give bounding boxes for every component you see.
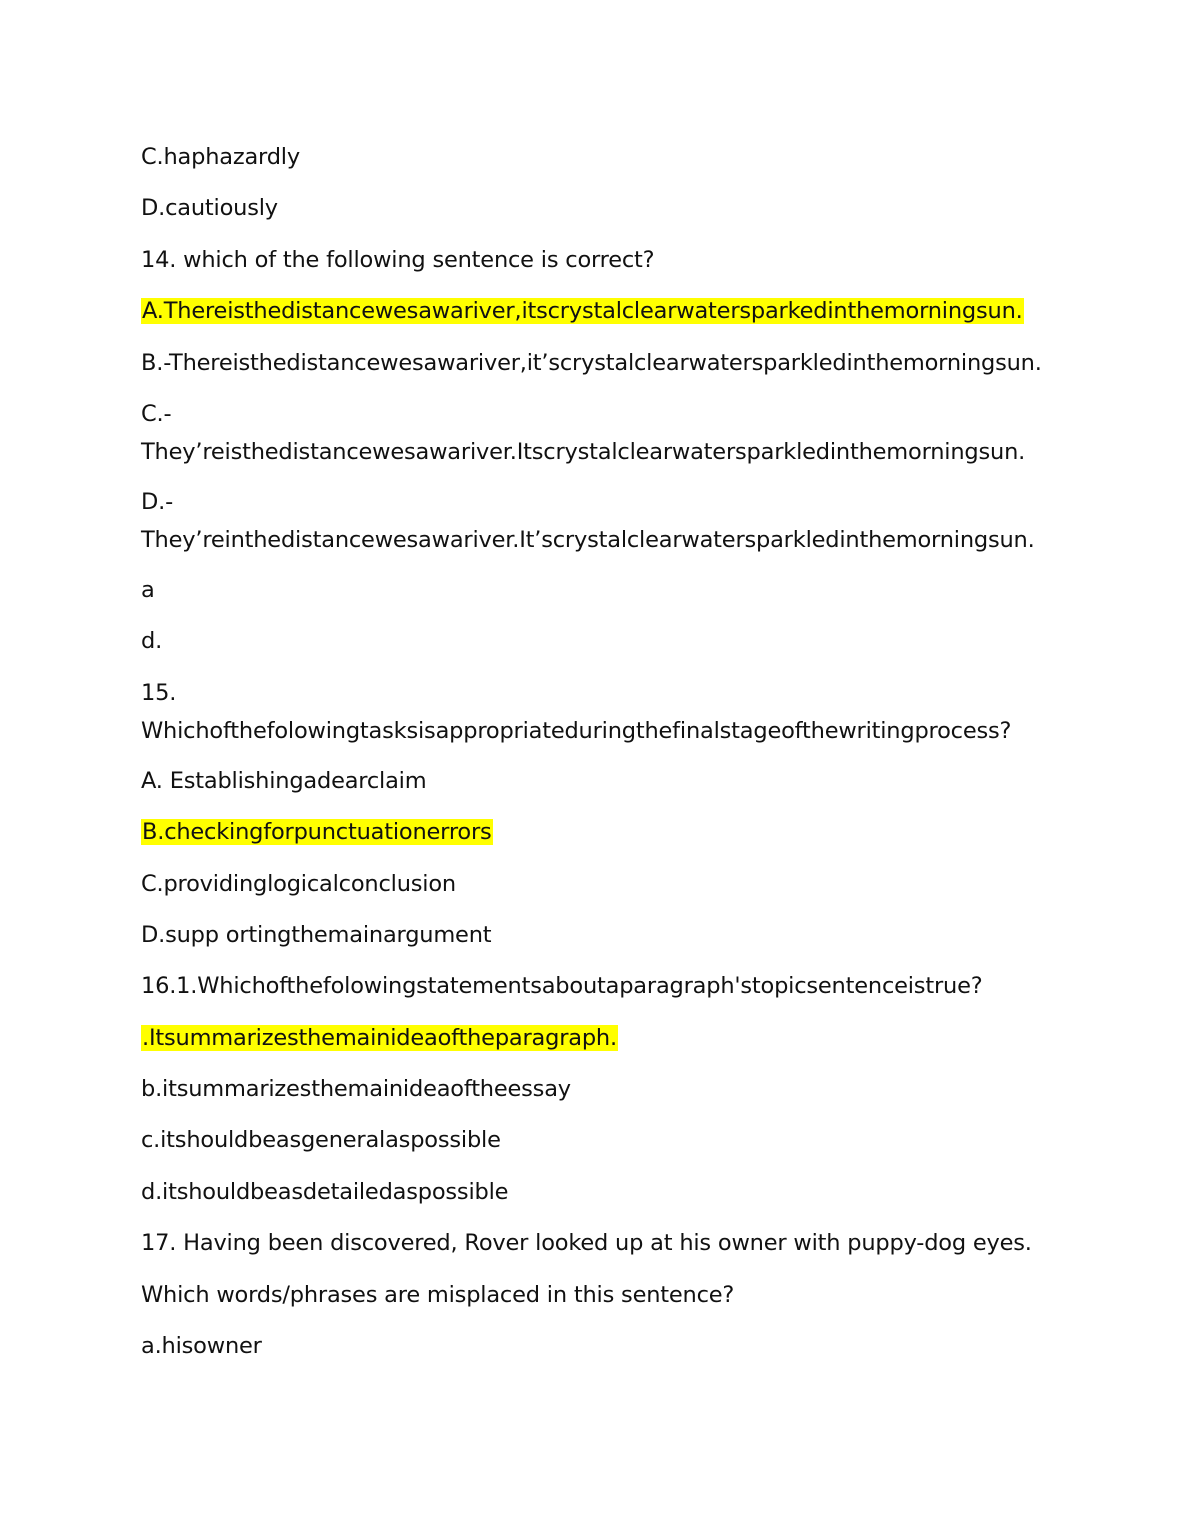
question-text: 16.1.Whichofthefolowingstatementsaboutaparagraph'stopicsentenceistrue? bbox=[141, 973, 983, 1000]
line-prefix: C.- bbox=[141, 400, 172, 427]
line-prefix: D.- bbox=[141, 488, 173, 515]
document-body bbox=[141, 138, 1061, 1378]
line-text: C.haphazardly bbox=[141, 144, 300, 170]
line-text: A. Establishingadearclaim bbox=[141, 767, 427, 794]
line-text: b.itsummarizesthemainideaoftheessay bbox=[141, 1076, 571, 1103]
question-text: Whichofthefolowingtasksisappropriateduringthefinalstageofthewritingprocess? bbox=[141, 717, 1012, 744]
option-line bbox=[141, 1173, 1061, 1224]
line-text: c.itshouldbeasgeneralaspossible bbox=[141, 1127, 501, 1154]
line-text: a bbox=[141, 576, 155, 603]
option-line bbox=[141, 138, 1061, 189]
answer-line bbox=[141, 622, 1061, 673]
question-number: 15. bbox=[141, 679, 177, 706]
option-line bbox=[141, 762, 1061, 813]
question-line-wrapped bbox=[141, 674, 1061, 762]
highlighted-answer: .Itsummarizesthemainideaoftheparagraph. bbox=[142, 1024, 617, 1051]
line-text: D.cautiously bbox=[141, 195, 278, 222]
question-text: 14. which of the following sentence is correct? bbox=[141, 246, 655, 273]
question-line bbox=[141, 241, 1061, 292]
line-text: D.supp ortingthemainargument bbox=[141, 921, 492, 948]
question-text: Which words/phrases are misplaced in this sentence? bbox=[141, 1281, 735, 1308]
option-line bbox=[141, 916, 1061, 967]
answer-line bbox=[141, 571, 1061, 622]
option-line-highlighted bbox=[141, 813, 1061, 864]
question-text: 17. Having been discovered, Rover looked up at his owner with puppy-dog eyes. bbox=[141, 1230, 1032, 1257]
line-text: d.itshouldbeasdetailedaspossible bbox=[141, 1178, 509, 1205]
question-line bbox=[141, 1276, 1061, 1327]
line-continuation: They’reinthedistancewesawariver.It’scrystalclearwatersparkledinthemorningsun. bbox=[141, 526, 1035, 553]
highlighted-answer: B.checkingforpunctuationerrors bbox=[142, 819, 492, 846]
option-line bbox=[141, 344, 1061, 395]
highlighted-answer: A.Thereisthedistancewesawariver,itscrystalclearwatersparkedinthemorningsun. bbox=[142, 298, 1023, 325]
line-text: d. bbox=[141, 628, 163, 655]
question-line bbox=[141, 967, 1061, 1018]
line-text: B.-Thereisthedistancewesawariver,it’scrystalclearwatersparkledinthemorningsun. bbox=[141, 349, 1042, 376]
question-line bbox=[141, 1224, 1061, 1275]
option-line-wrapped bbox=[141, 483, 1061, 571]
line-text: a.hisowner bbox=[141, 1333, 262, 1360]
line-continuation: They’reisthedistancewesawariver.Itscrystalclearwatersparkledinthemorningsun. bbox=[141, 438, 1026, 465]
line-text: C.providinglogicalconclusion bbox=[141, 870, 456, 897]
option-line-wrapped bbox=[141, 395, 1061, 483]
option-line bbox=[141, 1327, 1061, 1378]
option-line-highlighted bbox=[141, 1019, 1061, 1070]
option-line bbox=[141, 1121, 1061, 1172]
option-line bbox=[141, 1070, 1061, 1121]
option-line-highlighted bbox=[141, 292, 1061, 343]
option-line bbox=[141, 865, 1061, 916]
option-line bbox=[141, 189, 1061, 240]
